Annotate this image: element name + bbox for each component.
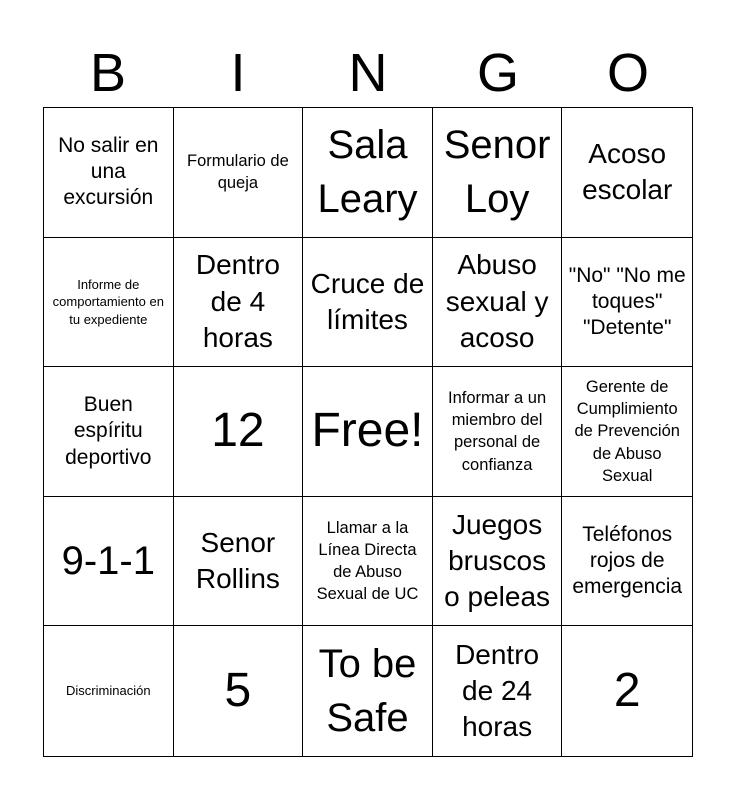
bingo-header bbox=[43, 38, 693, 108]
bingo-cell-i3[interactable]: 12 bbox=[174, 367, 304, 497]
bingo-cell-g4[interactable]: Juegos bruscos o peleas bbox=[433, 497, 563, 627]
header-letter-n: N bbox=[348, 43, 388, 103]
bingo-cell-o1[interactable]: Acoso escolar bbox=[562, 108, 692, 238]
bingo-cell-i5[interactable]: 5 bbox=[174, 626, 304, 756]
bingo-cell-n2[interactable]: Cruce de límites bbox=[303, 238, 433, 368]
bingo-cell-g3[interactable]: Informar a un miembro del personal de confianza bbox=[433, 367, 563, 497]
bingo-cell-n3-free[interactable]: Free! bbox=[303, 367, 433, 497]
bingo-cell-o4[interactable]: Teléfonos rojos de emergencia bbox=[562, 497, 692, 627]
bingo-cell-i4[interactable]: Senor Rollins bbox=[174, 497, 304, 627]
bingo-cell-i1[interactable]: Formulario de queja bbox=[174, 108, 304, 238]
header-letter-b: B bbox=[89, 43, 127, 103]
bingo-cell-b5[interactable]: Discriminación bbox=[44, 626, 174, 756]
bingo-cell-g1[interactable]: Senor Loy bbox=[433, 108, 563, 238]
bingo-cell-i2[interactable]: Dentro de 4 horas bbox=[174, 238, 304, 368]
bingo-cell-n4[interactable]: Llamar a la Línea Directa de Abuso Sexual de UC bbox=[303, 497, 433, 627]
bingo-cell-b4[interactable]: 9-1-1 bbox=[44, 497, 174, 627]
bingo-cell-g2[interactable]: Abuso sexual y acoso bbox=[433, 238, 563, 368]
bingo-cell-g5[interactable]: Dentro de 24 horas bbox=[433, 626, 563, 756]
bingo-cell-b3[interactable]: Buen espíritu deportivo bbox=[44, 367, 174, 497]
header-letter-i: I bbox=[230, 43, 246, 103]
bingo-cell-n1[interactable]: Sala Leary bbox=[303, 108, 433, 238]
bingo-cell-o2[interactable]: "No" "No me toques" "Detente" bbox=[562, 238, 692, 368]
bingo-cell-o5[interactable]: 2 bbox=[613, 664, 641, 718]
header-letter-g: G bbox=[476, 43, 519, 103]
bingo-cell-n5[interactable]: To be Safe bbox=[303, 626, 433, 756]
bingo-cell-b2[interactable]: Informe de comportamiento en tu expediente bbox=[44, 238, 174, 368]
header-letter-o: O bbox=[606, 43, 649, 103]
bingo-grid bbox=[43, 107, 693, 757]
bingo-cell-b1[interactable]: No salir en una excursión bbox=[44, 108, 174, 238]
bingo-cell-o3[interactable]: Gerente de Cumplimiento de Prevención de Abuso Sexual bbox=[562, 367, 692, 497]
